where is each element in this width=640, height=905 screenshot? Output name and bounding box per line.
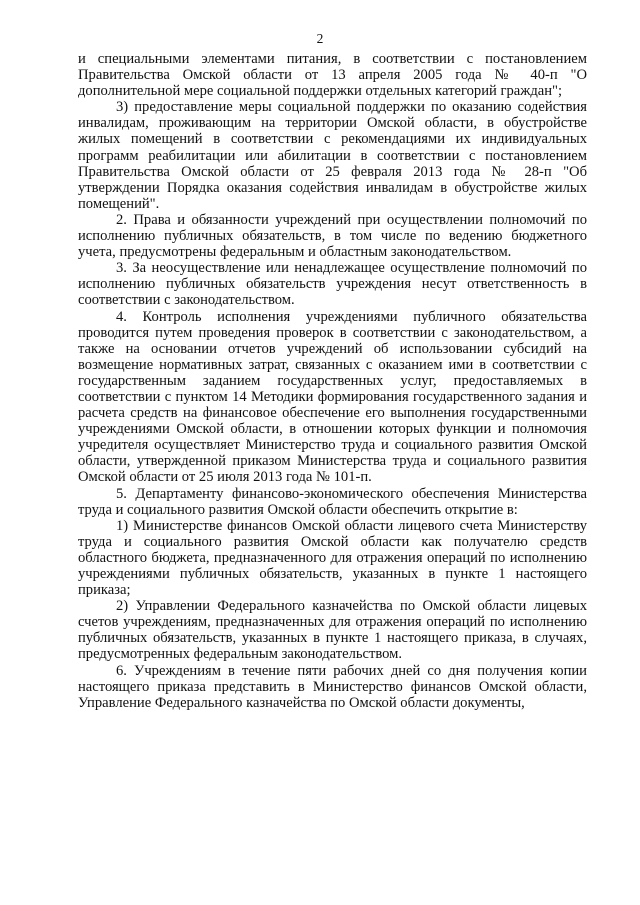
paragraph-5-1-ministry-account: 1) Министерстве финансов Омской области лицевого счета Министерству труда и социального развития Омской области как получателю средств областного бюджета, предназначенного для отражения операций по исполнению учреждениями публичных обязательств, указанных в пункте 1 настоящего приказа; — [78, 517, 587, 599]
paragraph-2-rights: 2. Права и обязанности учреждений при осуществлении полномочий по исполнению публичных обязательств, в том числе по ведению бюджетного учета, предусмотрены федеральным и областным законодательством. — [78, 211, 587, 261]
paragraph-item-3-assistance: 3) предоставление меры социальной поддержки по оказанию содействия инвалидам, проживающим на территории Омской области, в обустройстве жилых помещений в соответствии с рекомендациями их индивидуальных программ реабилитации или абилитации в соответствии с постановлением Правительства Омской области от 25 февраля 2013 года № 28-п "Об утверждении Порядка оказания содействия инвалидам в обустройстве жилых помещений". — [78, 99, 587, 212]
paragraph-5-department: 5. Департаменту финансово-экономического обеспечения Министерства труда и социального развития Омской области обеспечить открытие в: — [78, 485, 587, 518]
paragraph-6-institutions: 6. Учреждениям в течение пяти рабочих дней со дня получения копии настоящего приказа представить в Министерство финансов Омской области, Управление Федерального казначейства по Омской области документы, — [78, 662, 587, 711]
document-body — [78, 51, 587, 711]
paragraph-4-control: 4. Контроль исполнения учреждениями публичного обязательства проводится путем проведения проверок в соответствии с законодательством, а также на основании отчетов учреждений об использовании субсидий на возмещение нормативных затрат, связанных с оказанием ими в соответствии с государственным заданием государственных услуг, предоставляемых в соответствии с пунктом 14 Методики формирования государственного задания и расчета средств на финансовое обеспечение его выполнения государственными учреждениями Омской области, в отношении которых функции и полномочия учредителя осуществляет Министерство труда и социального развития Омской области, утвержденной приказом Министерства труда и социального развития Омской области от 25 июля 2013 года № 101-п. — [78, 308, 587, 486]
paragraph-continuation: и специальными элементами питания, в соответствии с постановлением Правительства Омской области от 13 апреля 2005 года № 40-п "О дополнительной мере социальной поддержки отдельных категорий граждан"; — [78, 51, 587, 100]
page-number: 2 — [316, 31, 324, 46]
paragraph-5-2-treasury-accounts: 2) Управлении Федерального казначейства по Омской области лицевых счетов учреждениям, предназначенных для отражения операций по исполнению публичных обязательств, указанных в пункте 1 настоящего приказа, в случаях, предусмотренных федеральным законодательством. — [78, 598, 587, 663]
paragraph-3-responsibility: 3. За неосуществление или ненадлежащее осуществление полномочий по исполнению публичных обязательств учреждения несут ответственность в соответствии с законодательством. — [78, 260, 587, 309]
